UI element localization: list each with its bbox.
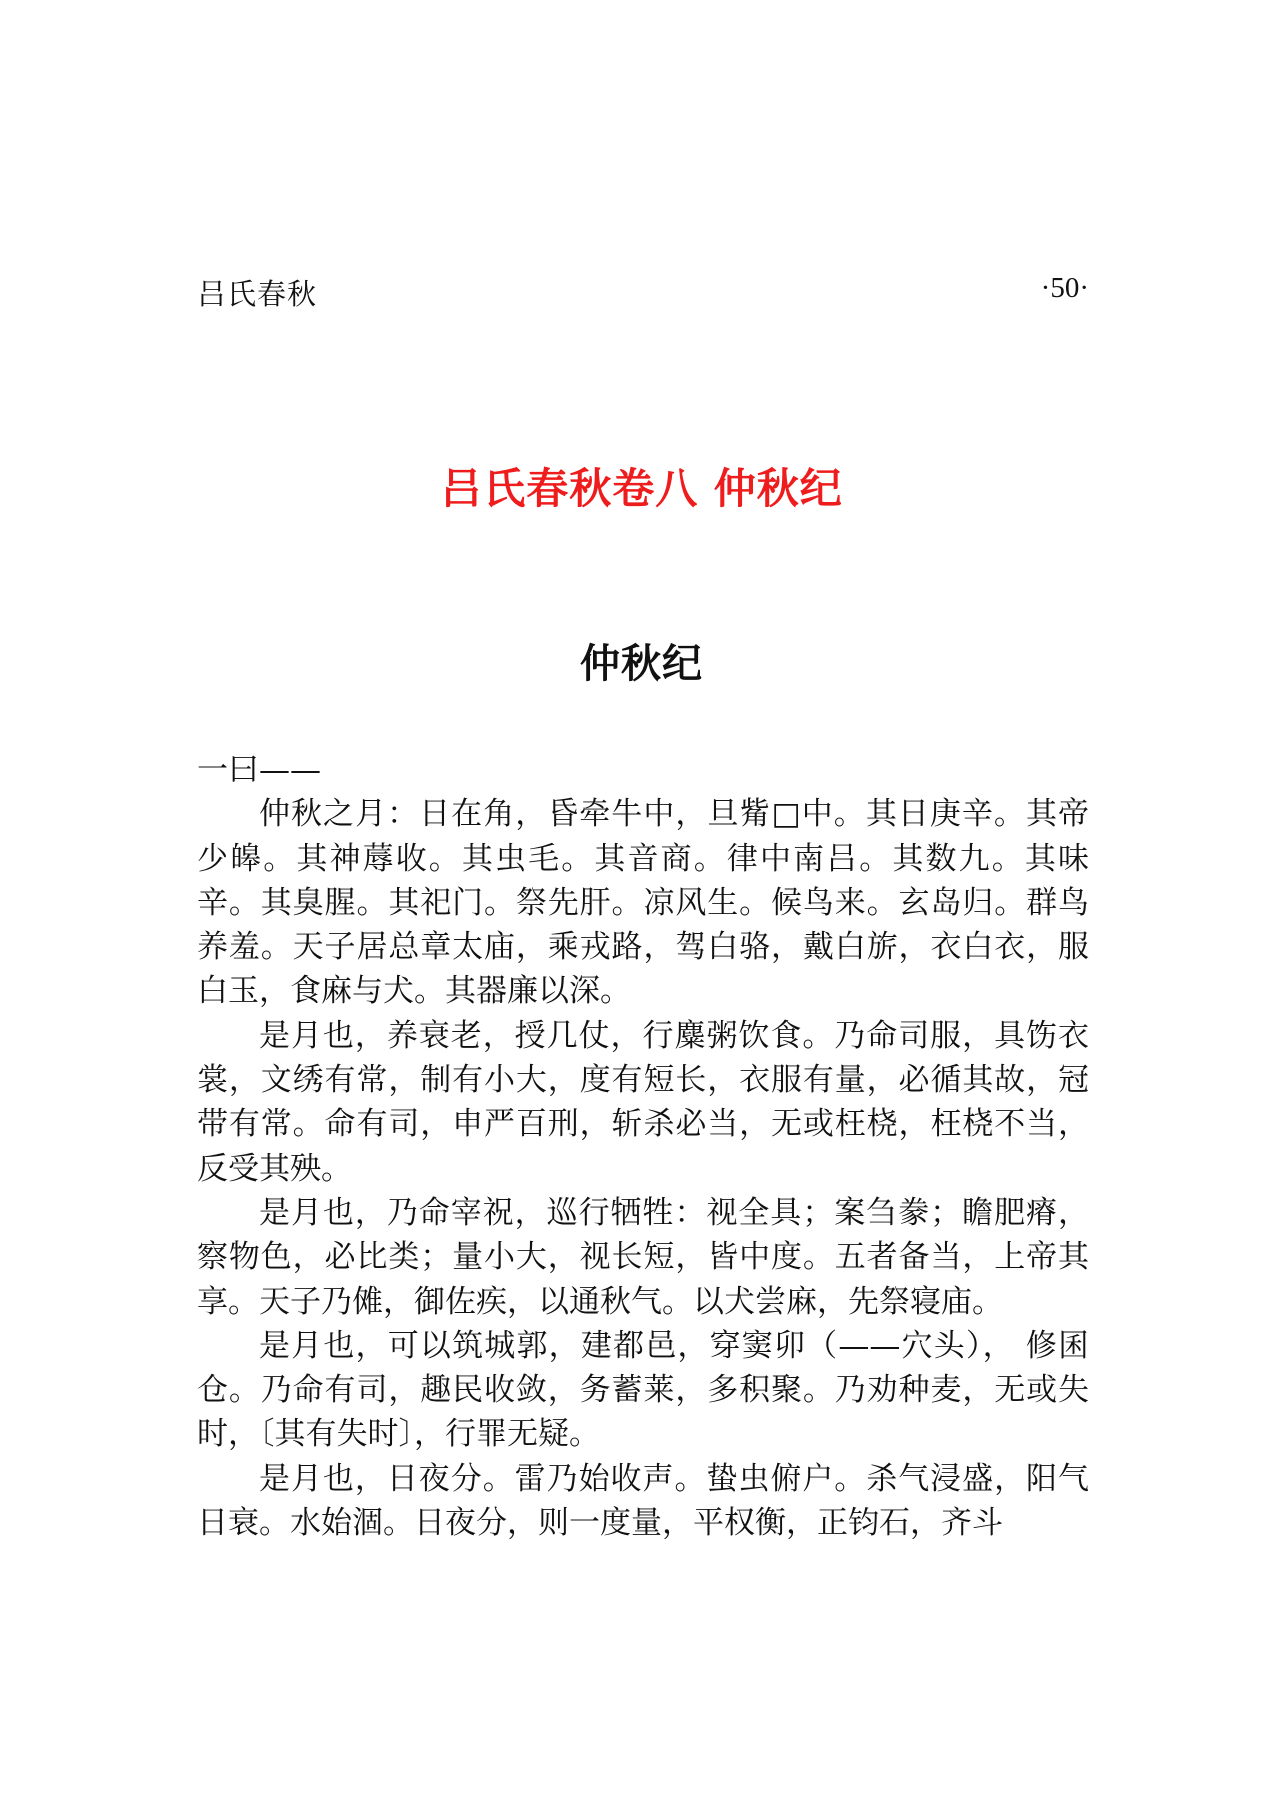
page-number: ·50· bbox=[1040, 272, 1089, 304]
paragraph: 是月也，乃命宰祝，巡行牺牲：视全具；案刍豢；瞻肥瘠，察物色，必比类；量小大，视长短，皆中度。五者备当，上帝其享。天子乃傩，御佐疾，以通秋气。以犬尝麻，先祭寝庙。 bbox=[197, 1194, 1089, 1320]
lead-line: 一曰—— bbox=[197, 752, 321, 788]
paragraph: 是月也，养衰老，授几仗，行麋粥饮食。乃命司服，具饬衣裳，文绣有常，制有小大，度有短长，衣服有量，必循其故，冠带有常。命有司，申严百刑，斩杀必当，无或枉桡，枉桡不当，反受其殃。 bbox=[197, 1017, 1089, 1187]
running-header bbox=[197, 272, 1089, 312]
section-title: 仲秋纪 bbox=[580, 641, 703, 687]
volume-title: 吕氏春秋卷八 仲秋纪 bbox=[440, 464, 843, 513]
paragraph: 仲秋之月：日在角，昏牵牛中，旦觜□中。其日庚辛。其帝少皞。其神蓐收。其虫毛。其音商。律中南吕。其数九。其味辛。其臭腥。其祀门。祭先肝。凉风生。候鸟来。玄岛归。群鸟养羞。天子居总章太庙，乘戎路，驾白骆，戴白旂，衣白衣，服白玉，食麻与犬。其器廉以深。 bbox=[197, 796, 1089, 1010]
running-title: 吕氏春秋 bbox=[197, 277, 318, 311]
paragraph: 是月也，可以筑城郭，建都邑，穿窦卯（——穴头）， 修囷仓。乃命有司，趣民收敛，务蓄莱，多积聚。乃劝种麦，无或失时，〔其有失时〕，行罪无疑。 bbox=[197, 1327, 1089, 1453]
body-text bbox=[197, 748, 1089, 1545]
paragraph: 是月也，日夜分。雷乃始收声。蛰虫俯户。杀气浸盛，阳气日衰。水始涸。日夜分，则一度量，平权衡，正钧石，齐斗 bbox=[197, 1460, 1089, 1542]
